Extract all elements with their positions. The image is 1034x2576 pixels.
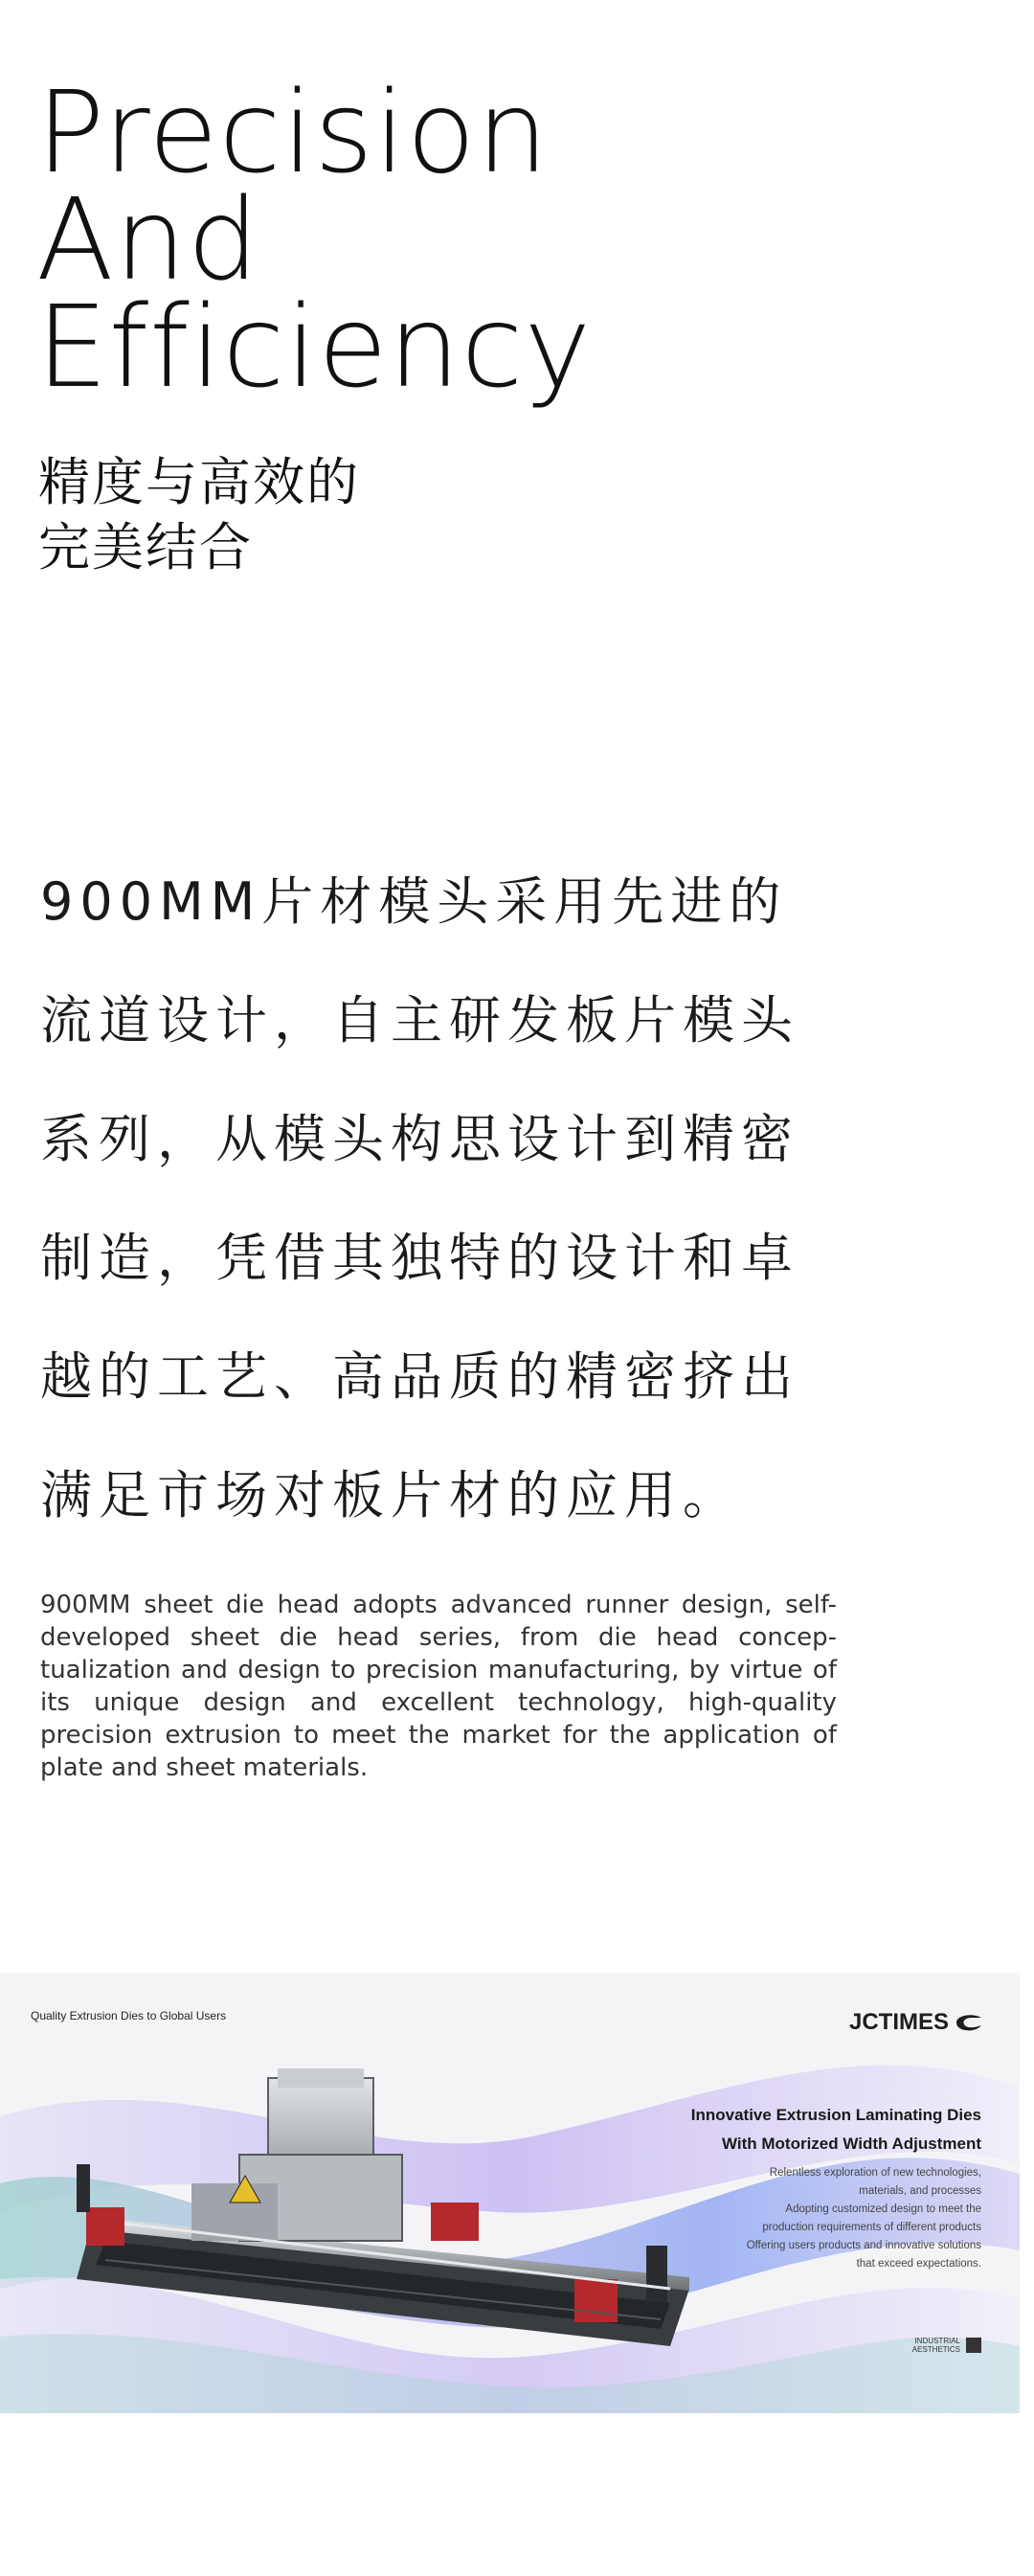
headline-line: Innovative Extrusion Laminating Dies <box>690 2106 981 2124</box>
english-paragraph: 900MM sheet die head adopts advanced runner design, self-developed sheet die head series, from die head concep-tualization and design to precision manufacturing, by virtue of its unique design and excellent technology, high-quality precision extrusion to meet the market for the application of plate and sheet materials. <box>40 1591 837 1782</box>
brand-swoosh-icon <box>953 2012 985 2033</box>
banner-description <box>747 2164 981 2273</box>
headline-line: With Motorized Width Adjustment <box>721 2135 981 2153</box>
chinese-paragraph <box>40 843 844 1555</box>
badge-line: AESTHETICS <box>911 2345 960 2354</box>
paragraph-line: 越的工艺、高品质的精密挤出 <box>40 1346 799 1407</box>
description-line: materials, and processes <box>859 2185 981 2197</box>
title-line: Precision <box>36 66 550 198</box>
paragraph-line: 流道设计，自主研发板片模头 <box>40 990 799 1051</box>
badge-square-icon <box>966 2338 981 2353</box>
subtitle-line: 精度与高效的 <box>38 452 360 512</box>
banner-headline <box>691 2101 981 2158</box>
paragraph-line: 900MM片材模头采用先进的 <box>40 871 788 932</box>
paragraph-line: 系列，从模头构思设计到精密 <box>40 1109 799 1169</box>
description-line: that exceed expectations. <box>856 2258 981 2270</box>
brand-logo <box>849 2009 985 2036</box>
description-line: Relentless exploration of new technologies, <box>769 2167 981 2179</box>
description-line: Adopting customized design to meet the <box>785 2203 981 2215</box>
chinese-subtitle <box>38 450 360 580</box>
subtitle-line: 完美结合 <box>38 517 253 577</box>
description-line: production requirements of different products <box>762 2222 981 2233</box>
industrial-aesthetics-badge <box>912 2337 981 2354</box>
badge-line: INDUSTRIAL <box>914 2337 960 2345</box>
banner-tagline: Quality Extrusion Dies to Global Users <box>31 2009 227 2022</box>
title-line: Efficiency <box>36 281 593 413</box>
paragraph-line: 制造，凭借其独特的设计和卓 <box>40 1228 799 1288</box>
product-banner <box>0 1973 1020 2413</box>
paragraph-line: 满足市场对板片材的应用。 <box>40 1465 741 1525</box>
page-title <box>36 66 593 413</box>
title-line: And <box>36 173 260 305</box>
description-line: Offering users products and innovative solutions <box>746 2240 981 2251</box>
brand-logo-text: JCTIMES <box>848 2009 949 2035</box>
